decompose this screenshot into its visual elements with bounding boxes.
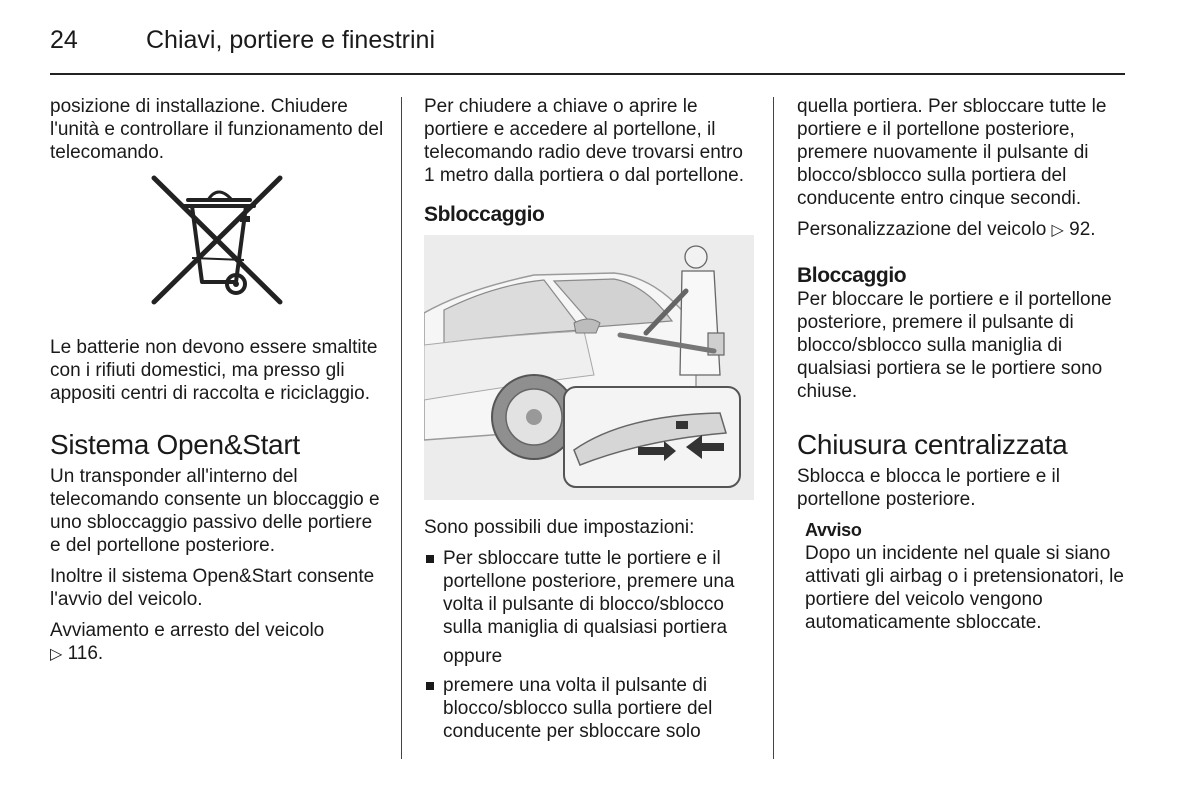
column-divider-1 bbox=[401, 97, 402, 759]
paragraph-settings: Sono possibili due impostazioni: bbox=[424, 517, 695, 538]
list-item: premere una volta il pulsante di blocco/sblocco sulla portiere del conducente per sbloccare solo bbox=[424, 674, 754, 743]
subheading-locking: Bloccaggio bbox=[797, 264, 907, 287]
car-door-handle-illustration bbox=[424, 235, 754, 500]
paragraph-batteries: Le batterie non devono essere smaltite con i rifiuti domestici, ma presso gli appositi centri di raccolta e riciclaggio. bbox=[50, 337, 378, 404]
section-title-open-start: Sistema Open&Start bbox=[50, 429, 300, 460]
column-3 bbox=[797, 95, 1129, 634]
settings-list-2 bbox=[424, 674, 754, 743]
paragraph-transponder: Un transponder all'interno del telecomando consente un bloccaggio e uno sbloccaggio passivo delle portiere e del portellone posteriore. bbox=[50, 466, 380, 556]
paragraph-range: Per chiudere a chiave o aprire le portiere e accedere al portellone, il telecomando radio deve trovarsi entro 1 metro dalla portiera o dal portellone. bbox=[424, 96, 745, 186]
reference-text: Personalizzazione del veicolo bbox=[797, 219, 1047, 240]
header-rule bbox=[50, 73, 1125, 75]
paragraph-personalization-ref bbox=[797, 218, 1129, 242]
paragraph-start-ref bbox=[50, 619, 385, 666]
crossed-bin-icon bbox=[50, 172, 385, 322]
reference-text: Avviamento e arresto del veicolo bbox=[50, 620, 325, 641]
column-2 bbox=[424, 95, 754, 749]
subheading-unlocking: Sbloccaggio bbox=[424, 203, 545, 226]
reference-arrow-icon: ▷ bbox=[50, 646, 63, 663]
reference-page: 92. bbox=[1069, 219, 1096, 240]
settings-list bbox=[424, 547, 754, 639]
list-item: Per sbloccare tutte le portiere e il portellone posteriore, premere una volta il pulsante di blocco/sblocco sulla maniglia di qualsiasi portiera bbox=[424, 547, 754, 639]
paragraph-installation: posizione di installazione. Chiudere l'unità e controllare il funzionamento del telecomando. bbox=[50, 96, 384, 163]
paragraph-start: Inoltre il sistema Open&Start consente l'avvio del veicolo. bbox=[50, 566, 375, 610]
note-title: Avviso bbox=[805, 520, 862, 540]
reference-arrow-icon: ▷ bbox=[1051, 222, 1064, 239]
page-number: 24 bbox=[50, 26, 78, 54]
list-connector: oppure bbox=[443, 646, 503, 667]
paragraph-locking: Per bloccare le portiere e il portellone posteriore, premere il pulsante di blocco/sblocco sulla maniglia di qualsiasi portiera se le portiere sono chiuse. bbox=[797, 289, 1112, 402]
column-divider-2 bbox=[773, 97, 774, 759]
paragraph-central-locking: Sblocca e blocca le portiere e il portellone posteriore. bbox=[797, 466, 1060, 510]
section-title-central-locking: Chiusura centralizzata bbox=[797, 429, 1068, 460]
note-text: Dopo un incidente nel quale si siano attivati gli airbag o i pretensionatori, le portiere del veicolo vengono automaticamente sbloccate. bbox=[805, 543, 1124, 633]
paragraph-driver-door: quella portiera. Per sbloccare tutte le portiere e il portellone posteriore, premere nuovamente il pulsante di blocco/sblocco sulla portiera del conducente entro cinque secondi. bbox=[797, 96, 1107, 209]
note-box bbox=[805, 519, 1129, 634]
chapter-title: Chiavi, portiere e finestrini bbox=[146, 26, 436, 54]
column-1 bbox=[50, 95, 385, 674]
reference-page: 116. bbox=[67, 643, 104, 664]
